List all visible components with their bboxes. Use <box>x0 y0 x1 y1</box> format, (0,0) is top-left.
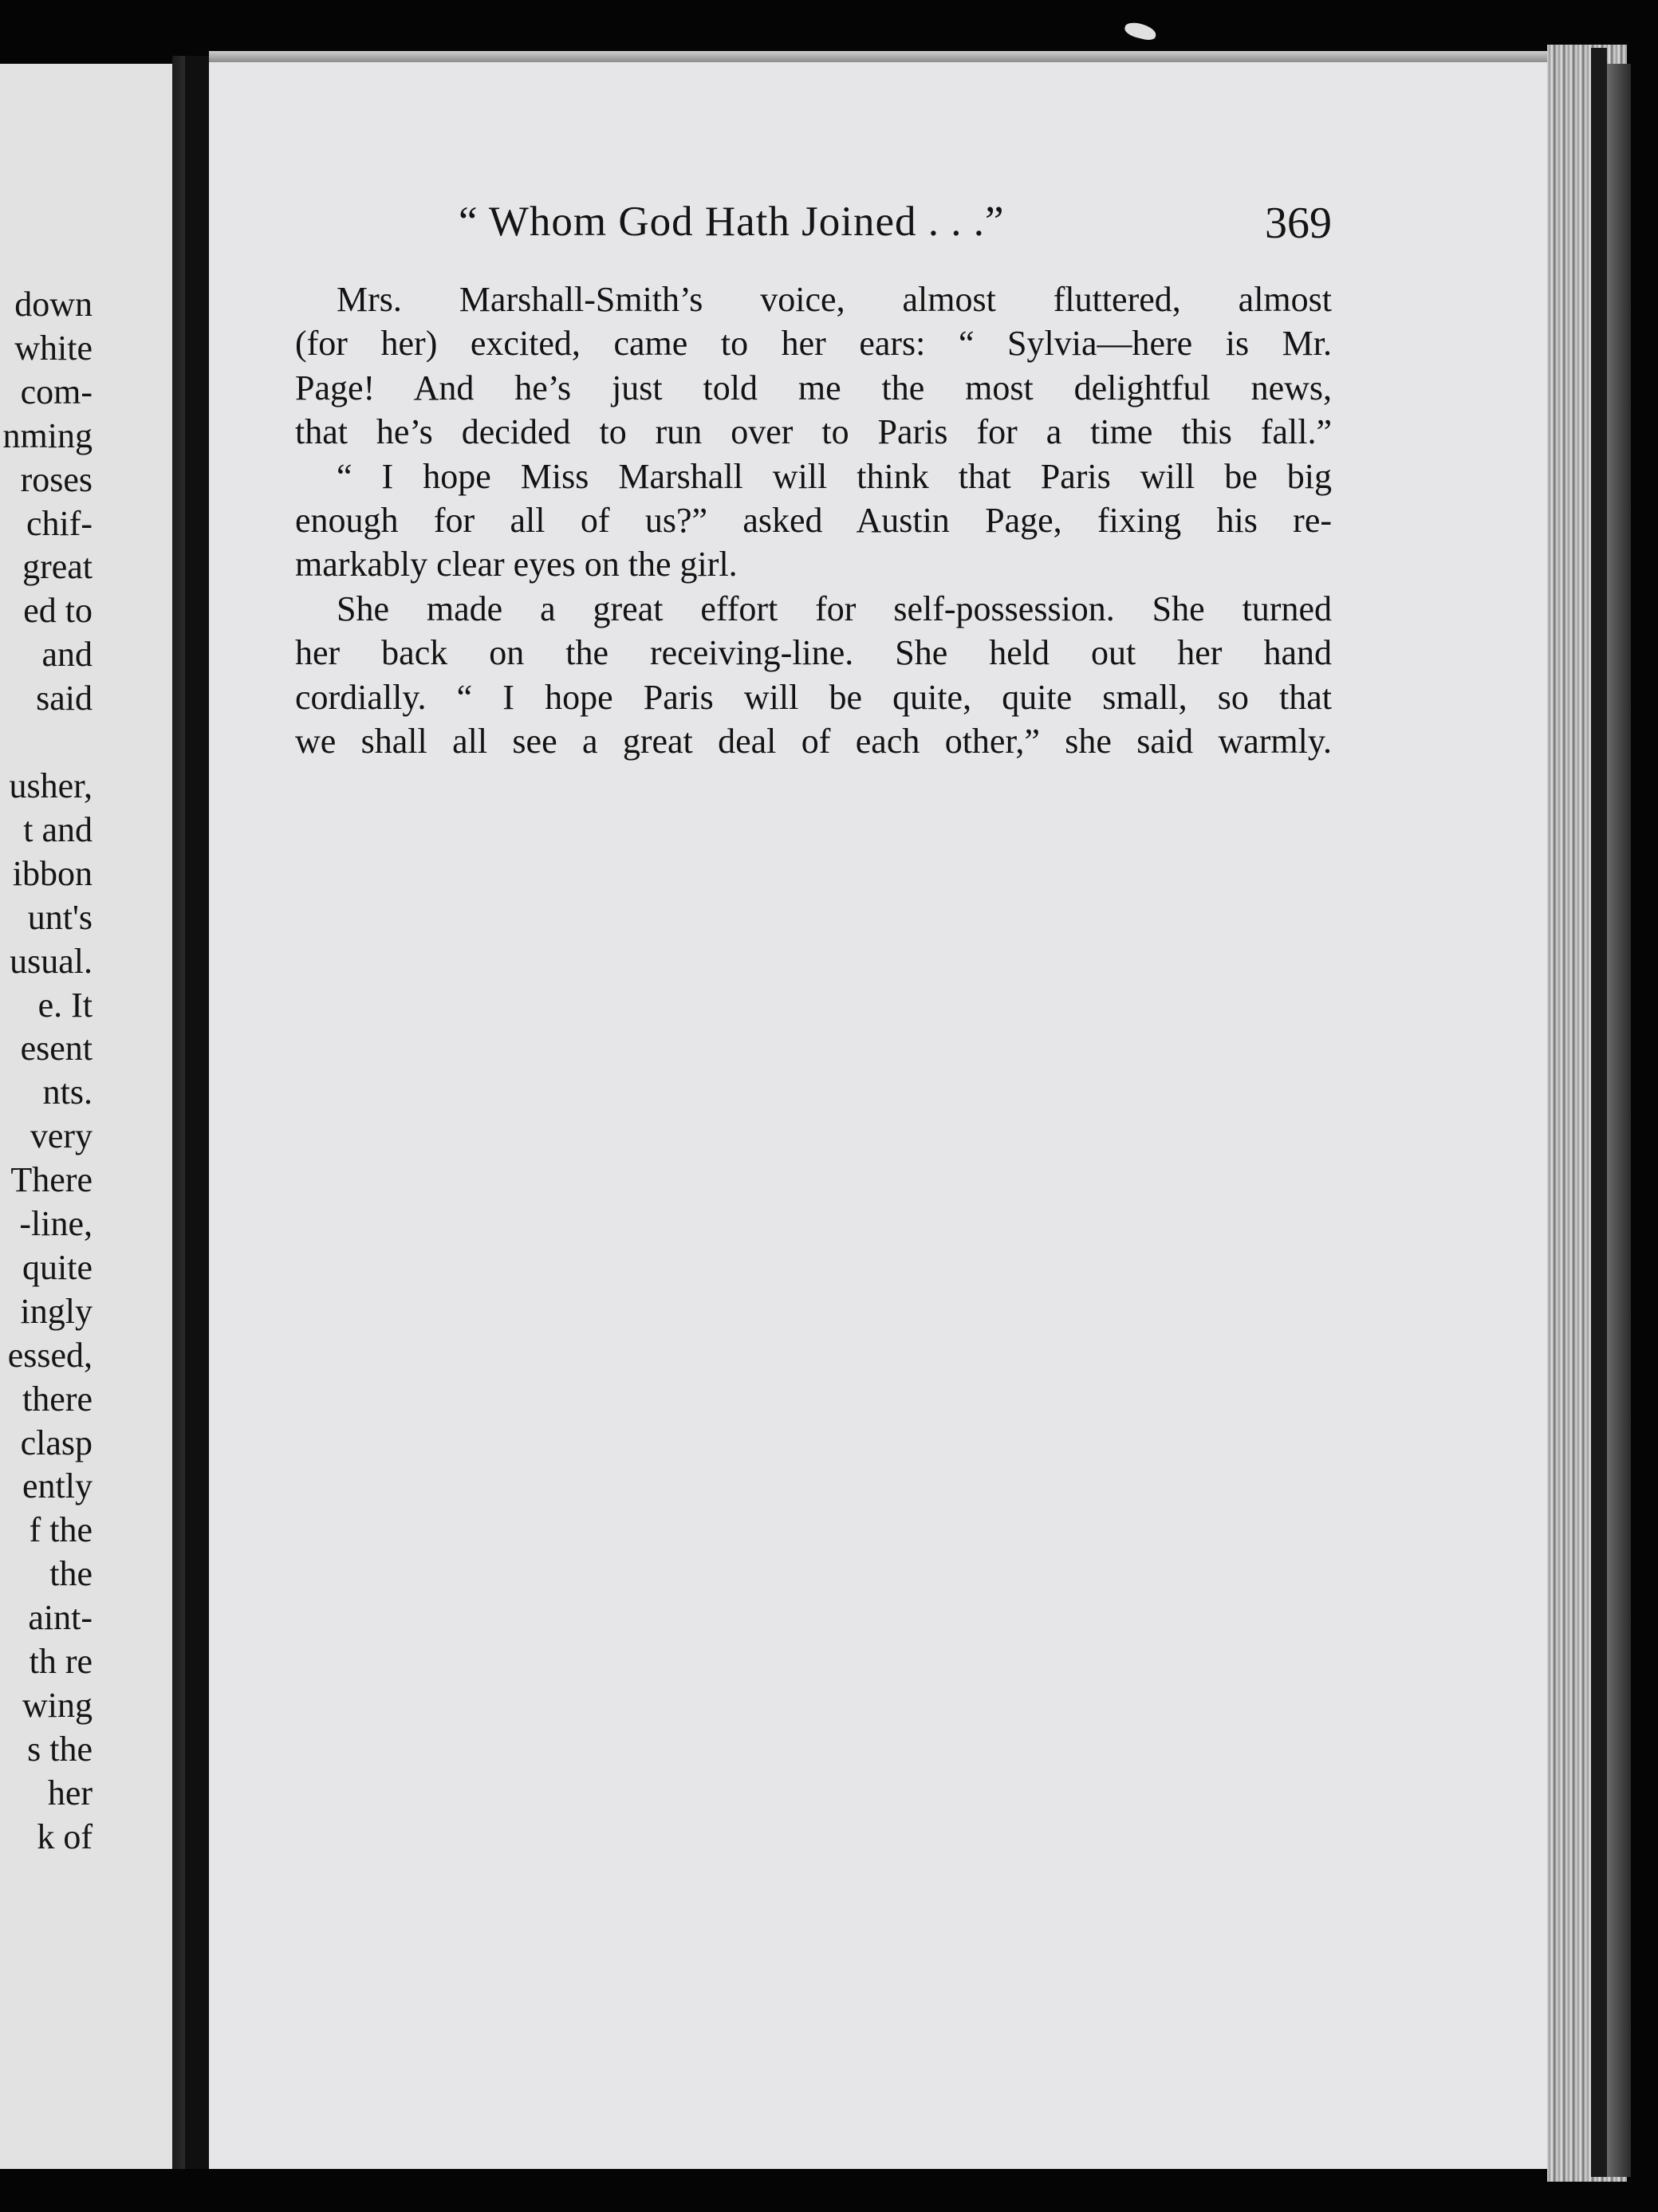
left-page-line-fragment: usher, <box>9 766 93 805</box>
running-title: “ Whom God Hath Joined . . .” <box>459 199 1005 245</box>
left-page-line-fragment: great <box>22 547 93 587</box>
book-cover-edge <box>1591 48 1607 2177</box>
book-cover-shadow <box>1607 64 1631 2177</box>
paragraph-2 <box>295 455 1332 587</box>
left-page-line-fragment: t and <box>23 809 93 849</box>
left-page-line-fragment: white <box>14 328 93 368</box>
left-page-line-fragment: ingly <box>20 1291 93 1331</box>
left-page-line-fragment: clasp <box>20 1423 93 1462</box>
left-page-line-fragment: essed, <box>7 1335 93 1375</box>
text-line: She made a great effort for self-possession. She turned <box>337 588 1332 628</box>
text-line: markably clear eyes on the girl. <box>295 545 738 584</box>
body-text <box>295 277 1332 763</box>
scan-artifact-mark <box>1123 20 1157 41</box>
page-top-edge <box>209 51 1557 62</box>
left-page-line-fragment: k of <box>37 1816 93 1856</box>
left-page-line-fragment: very <box>30 1116 93 1156</box>
text-line: cordially. “ I hope Paris will be quite, quite small, so that <box>295 677 1332 717</box>
text-line: that he’s decided to run over to Paris for a time this fall.” <box>295 412 1332 452</box>
left-page-line-fragment: there <box>22 1379 93 1419</box>
left-page-line-fragment: f the <box>29 1510 93 1550</box>
text-line: Mrs. Marshall-Smith’s voice, almost fluttered, almost <box>337 280 1332 319</box>
left-page-line-fragment: her <box>47 1773 93 1813</box>
left-page-line-fragment: com- <box>20 372 93 411</box>
left-page-line-fragment: nming <box>2 415 93 455</box>
left-facing-page <box>0 64 172 2169</box>
running-header <box>295 198 1332 262</box>
left-page-line-fragment: -line, <box>19 1204 93 1244</box>
paragraph-3 <box>295 587 1332 764</box>
left-page-line-fragment: e. It <box>37 985 93 1025</box>
left-page-line-fragment: down <box>14 285 93 324</box>
text-line: (for her) excited, came to her ears: “ Sylvia—here is Mr. <box>295 324 1332 364</box>
left-page-line-fragment: s the <box>27 1729 93 1769</box>
text-line: her back on the receiving-line. She held out her hand <box>295 633 1332 673</box>
left-page-line-fragment: roses <box>20 459 93 499</box>
left-page-line-fragment: aint- <box>28 1598 93 1638</box>
left-page-line-fragment: and <box>41 635 93 675</box>
left-page-line-fragment: the <box>49 1554 93 1594</box>
left-page-line-fragment: ently <box>22 1466 93 1506</box>
left-page-line-fragment: wing <box>22 1686 93 1725</box>
left-page-line-fragment: unt's <box>27 897 93 937</box>
left-page-line-fragment: ibbon <box>12 853 93 893</box>
text-line: “ I hope Miss Marshall will think that Paris will be big <box>337 456 1332 496</box>
left-page-text-fragments <box>0 283 93 1860</box>
left-page-line-fragment: th re <box>29 1642 93 1682</box>
text-line: we shall all see a great deal of each other,” she said warmly. <box>295 721 1332 761</box>
left-page-line-fragment: ed to <box>23 591 93 631</box>
left-page-line-fragment: nts. <box>42 1073 93 1112</box>
page-number: 369 <box>1265 199 1332 248</box>
left-page-line-fragment: quite <box>22 1247 93 1287</box>
left-page-line-fragment <box>0 721 93 765</box>
text-line: Page! And he’s just told me the most delightful news, <box>295 368 1332 407</box>
left-page-line-fragment: chif- <box>26 503 93 543</box>
text-line: enough for all of us?” asked Austin Page, fixing his re- <box>295 500 1332 540</box>
left-page-line-fragment: said <box>36 679 93 718</box>
left-page-line-fragment: usual. <box>10 941 93 981</box>
paragraph-1 <box>295 277 1332 455</box>
left-page-line-fragment: esent <box>20 1029 93 1069</box>
left-page-line-fragment: There <box>10 1160 93 1200</box>
